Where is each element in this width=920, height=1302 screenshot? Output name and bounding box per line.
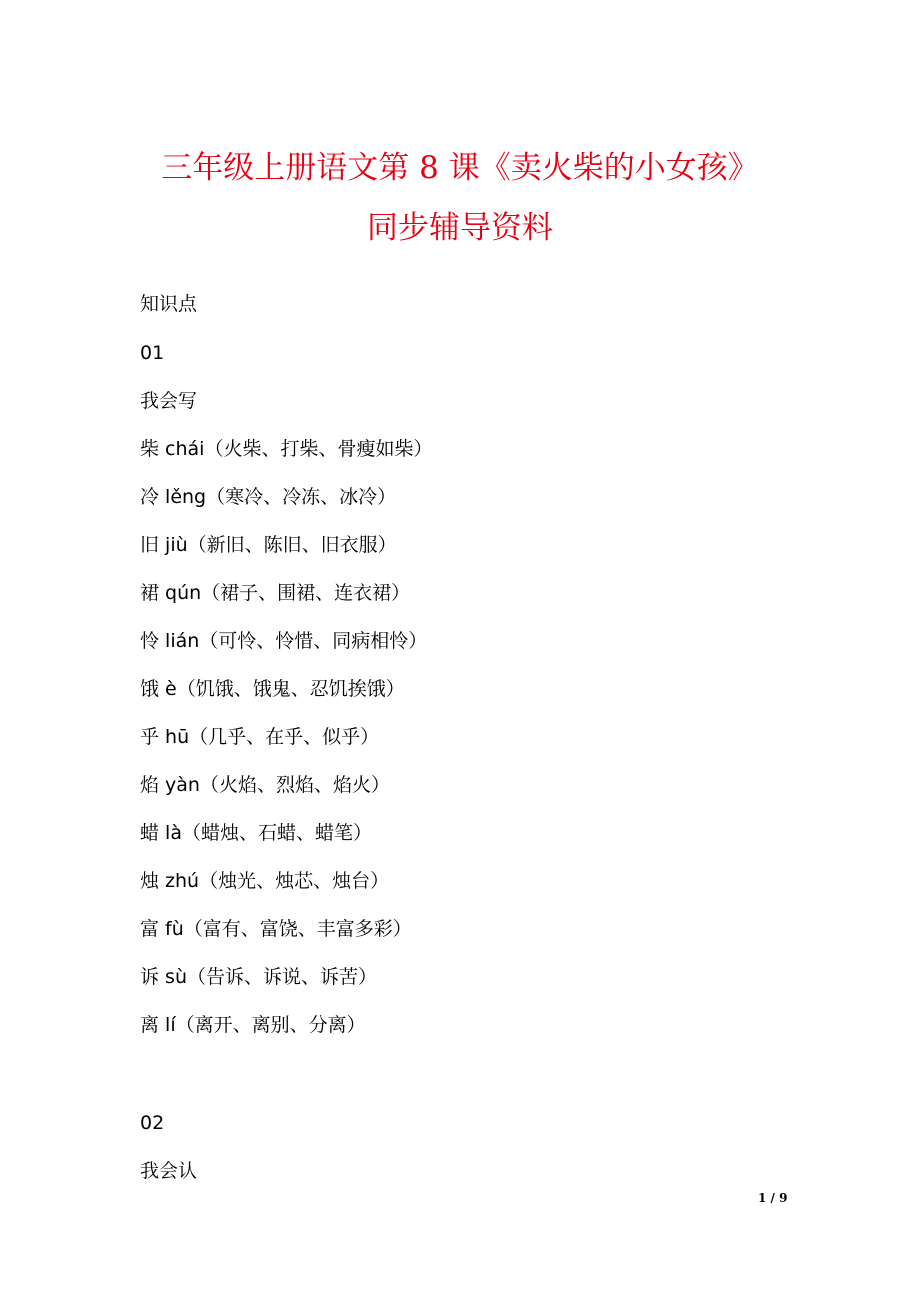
list-item: 怜 lián（可怜、怜惜、同病相怜） (140, 630, 428, 652)
list-item: 烛 zhú（烛光、烛芯、烛台） (140, 870, 390, 892)
list-item: 蜡 là（蜡烛、石蜡、蜡笔） (140, 822, 372, 844)
document-title-line-2: 同步辅导资料 (367, 210, 553, 246)
list-item: 冷 lěng（寒冷、冷冻、冰冷） (140, 486, 397, 508)
list-item: 饿 è（饥饿、饿鬼、忍饥挨饿） (140, 678, 405, 700)
list-item: 富 fù（富有、富饶、丰富多彩） (140, 918, 412, 940)
list-item: 乎 hū（几乎、在乎、似乎） (140, 726, 380, 748)
list-item: 诉 sù（告诉、诉说、诉苦） (140, 966, 377, 988)
part-heading-write: 我会写 (140, 390, 198, 412)
part-number-01: 01 (140, 342, 165, 364)
list-item: 焰 yàn（火焰、烈焰、焰火） (140, 774, 390, 796)
part-number-02: 02 (140, 1112, 165, 1134)
list-item: 柴 chái（火柴、打柴、骨瘦如柴） (140, 438, 433, 460)
section-heading: 知识点 (140, 293, 198, 315)
list-item: 裙 qún（裙子、围裙、连衣裙） (140, 582, 411, 604)
list-item: 离 lí（离开、离别、分离） (140, 1014, 366, 1036)
document-title-line-1: 三年级上册语文第 8 课《卖火柴的小女孩》 (161, 150, 759, 186)
page-indicator: 1 / 9 (758, 1191, 788, 1205)
part-heading-recognize: 我会认 (140, 1160, 198, 1182)
list-item: 旧 jiù（新旧、陈旧、旧衣服） (140, 534, 397, 556)
